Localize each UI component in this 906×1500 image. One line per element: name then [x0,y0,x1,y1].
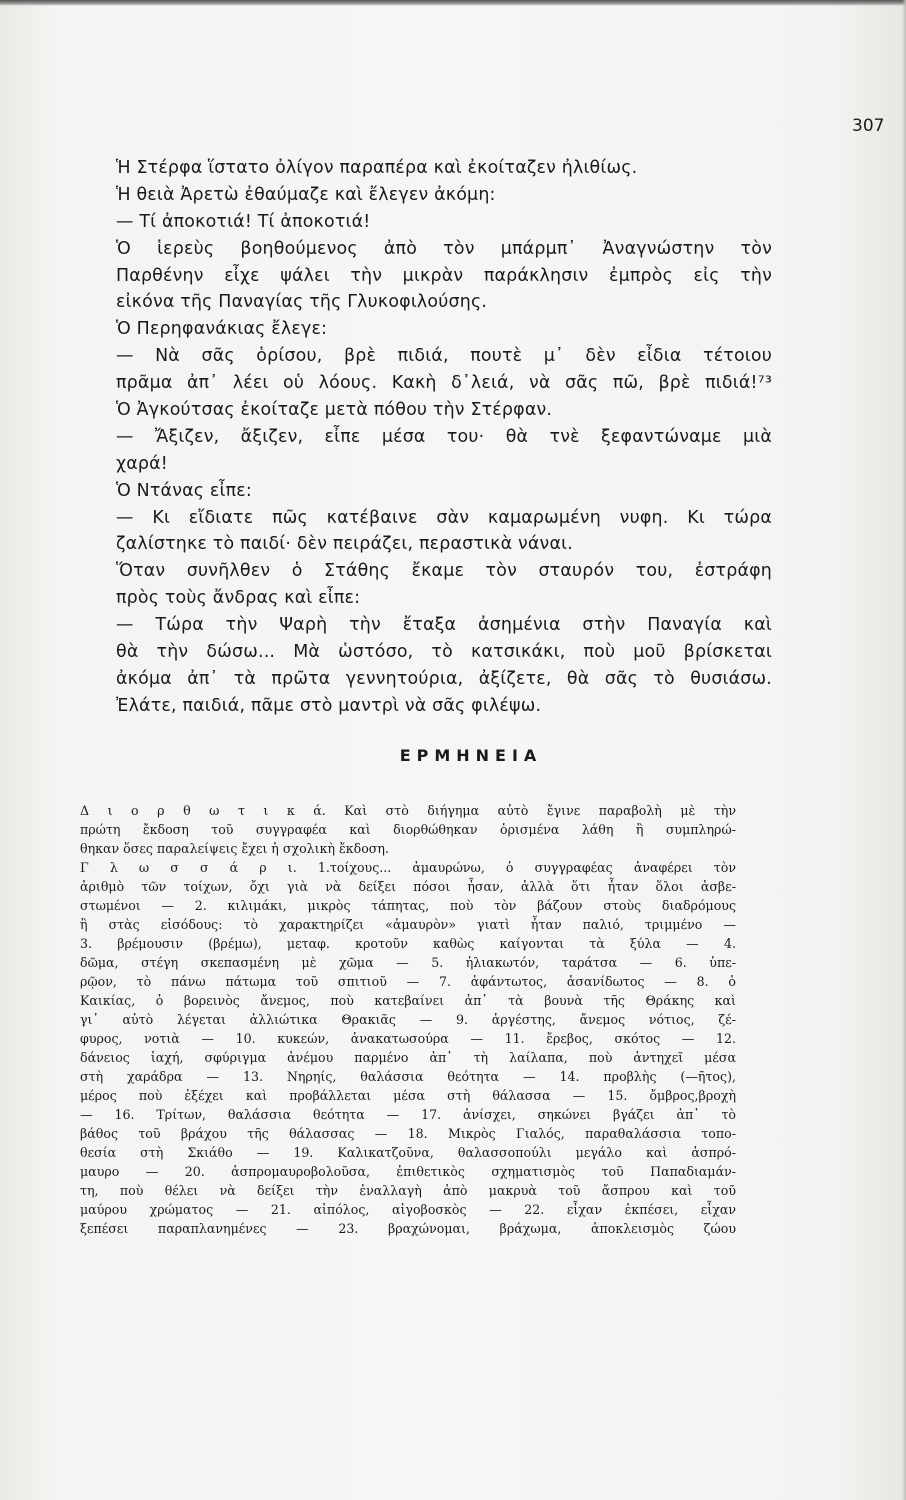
text-line: Ὁ Περηφανάκιας ἔλεγε: [116,319,328,340]
section-heading: ΕΡΜΗΝΕΙΑ [399,746,543,765]
text-line: πρᾶμα ἀπ᾿ λέει οὑ λόους. Κακὴ δ᾿λειά, νὰ σᾶς πῶ, βρὲ πιδιά!⁷³ [116,373,772,394]
note-line: — 16. Τρίτων, θαλάσσια θεότητα — 17. ἀνίσχει, σηκώνει βγάζει ἀπ᾿ τὸ [80,1107,736,1122]
note-line: Γ λ ω σ σ ά ρ ι. 1.τοίχους... ἀμαυρώνω, ὁ συγγραφέας ἀναφέρει τὸν [80,860,736,875]
note-line: βάθος τοῦ βράχου τῆς θάλασσας — 18. Μικρὸς Γιαλός, παραθαλάσσια τοπο- [80,1126,736,1141]
note-line: μέρος ποὺ ἐξέχει καὶ προβάλλεται μέσα στὴ θάλασσα — 15. ὄμβρος,βροχὴ [80,1088,736,1103]
text-line: ζαλίστηκε τὸ παιδί· δὲν πειράζει, περαστικὰ νάναι. [116,534,573,555]
note-line: τη, ποὺ θέλει νὰ δείξει τὴν ἐναλλαγὴ ἀπὸ μακρυὰ τοῦ ἄσπρου καὶ τοῦ [80,1183,736,1198]
text-line: Ἐλάτε, παιδιά, πᾶμε στὸ μαντρὶ νὰ σᾶς φιλέψω. [116,695,542,716]
page-top-edge [0,0,906,6]
text-line: εἰκόνα τῆς Παναγίας τῆς Γλυκοφιλούσης. [116,292,488,313]
text-line: πρὸς τοὺς ἄνδρας καὶ εἶπε: [116,588,361,609]
text-line: ἀκόμα ἀπ᾿ τὰ πρῶτα γεννητούρια, ἀξίζετε, θὰ σᾶς τὸ θυσιάσω. [116,668,772,689]
text-line: — Ἄξιζεν, ἄξιζεν, εἶπε μέσα του· θὰ τνὲ ξεφαντώναμε μιὰ [116,426,772,447]
text-line: Ὁ Ντάνας εἶπε: [116,480,252,501]
text-line: χαρά! [116,453,168,474]
note-line: θεσία στὴ Σκιάθο — 19. Καλικατζοῦνα, θαλασσοπούλι μεγάλο καὶ ἀσπρό- [80,1145,736,1160]
text-line: Ὁ ἱερεὺς βοηθούμενος ἀπὸ τὸν μπάρμπ᾿ Ἀναγνώστην τὸν [116,238,772,259]
story-text [116,155,772,720]
note-line: γι᾿ αὐτὸ λέγεται ἀλλιώτικα Θρακιᾶς — 9. ἀργέστης, ἄνεμος νότιος, ζέ- [80,1012,736,1027]
note-line: δῶμα, στέγη σκεπασμένη μὲ χῶμα — 5. ἠλιακωτόν, ταράτσα — 6. ὑπε- [80,955,736,970]
note-line: ἢ στὰς εἰσόδους: τὸ χαρακτηρίζει «ἀμαυρὸν» γιατὶ ἦταν παλιό, τριμμένο — [80,917,736,932]
note-line: φυρος, νοτιὰ — 10. κυκεών, ἀνακατωσούρα — 11. ἔρεβος, σκότος — 12. [80,1031,736,1046]
page-number: 307 [852,116,885,136]
note-line: δάνειος ἰαχή, σφύριγμα ἀνέμου παρμένο ἀπ᾿ τὴ λαίλαπα, ποὺ ἀντηχεῖ μέσα [80,1050,736,1065]
note-line: πρώτη ἔκδοση τοῦ συγγραφέα καὶ διορθώθηκαν ὁρισμένα λάθη ἢ συμπληρώ- [80,822,736,837]
text-line: — Κι εἴδιατε πῶς κατέβαινε σὰν καμαρωμένη νυφη. Κι τώρα [116,507,772,528]
note-line: 3. βρέμουσιν (βρέμω), μεταφ. κροτοῦν καθὼς καίγονται τὰ ξύλα — 4. [80,936,736,951]
text-line: Ὁ Ἀγκούτσας ἐκοίταζε μετὰ πόθου τὴν Στέρφαν. [116,400,553,421]
text-line: — Τώρα τὴν Ψαρὴ τὴν ἔταξα ἀσημένια στὴν Παναγία καὶ [116,615,772,636]
text-line: θὰ τὴν δώσω... Μὰ ὡστόσο, τὸ κατσικάκι, ποὺ μοῦ βρίσκεται [116,642,772,663]
note-line: ξεπέσει παραπλανημένες — 23. βραχώνομαι, βράχωμα, ἀποκλεισμὸς ζώου [80,1221,736,1236]
note-line: Δ ι ο ρ θ ω τ ι κ ά. Καὶ στὸ διήγημα αὐτὸ ἔγινε παραβολὴ μὲ τὴν [80,803,736,818]
note-line: στὴ χαράδρα — 13. Νηρηίς, θαλάσσια θεότητα — 14. προβλὴς (—ῆτος), [80,1069,736,1084]
note-line: Καικίας, ὁ βορεινὸς ἄνεμος, ποὺ κατεβαίνει ἀπ᾿ τὰ βουνὰ τῆς Θράκης καὶ [80,993,736,1008]
note-line: θηκαν ὅσες παραλείψεις ἔχει ἡ σχολικὴ ἔκδοση. [80,841,389,856]
note-line: ρῷον, τὸ πάνω πάτωμα τοῦ σπιτιοῦ — 7. ἀφάντωτος, ἀσανίδωτος — 8. ὁ [80,974,736,989]
note-line: μαυρο — 20. ἀσπρομαυροβολοῦσα, ἐπιθετικὸς σχηματισμὸς τοῦ Παπαδιαμάν- [80,1164,736,1179]
note-line: στωμένοι — 2. κιλιμάκι, μικρὸς τάπητας, ποὺ τὸν βάζουν στοὺς διαδρόμους [80,898,736,913]
text-line: — Νὰ σᾶς ὁρίσου, βρὲ πιδιά, πουτὲ μ᾿ δὲν εἶδια τέτοιου [116,346,772,367]
notes-text [80,801,736,1238]
text-line: Ἡ θειὰ Ἀρετὼ ἐθαύμαζε καὶ ἔλεγεν ἀκόμη: [116,184,496,205]
note-line: ἀριθμὸ τῶν τοίχων, ὄχι γιὰ νὰ δείξει πόσοι ἦσαν, ἀλλὰ ὅτι ἦταν ὅλοι ἀσβε- [80,879,736,894]
note-line: μαύρου χρώματος — 21. αἰπόλος, αἰγοβοσκὸς — 22. εἶχαν ἐκπέσει, εἶχαν [80,1202,736,1217]
text-line: Παρθένην εἶχε ψάλει τὴν μικρὰν παράκλησιν ἐμπρὸς εἰς τὴν [116,265,772,286]
text-line: — Τί ἀποκοτιά! Τί ἀποκοτιά! [116,211,371,232]
text-line: Ὅταν συνῆλθεν ὁ Στάθης ἔκαμε τὸν σταυρόν του, ἐστράφη [116,561,772,582]
text-line: Ἡ Στέρφα ἵστατο ὀλίγον παραπέρα καὶ ἐκοίταζεν ἠλιθίως. [116,158,638,178]
